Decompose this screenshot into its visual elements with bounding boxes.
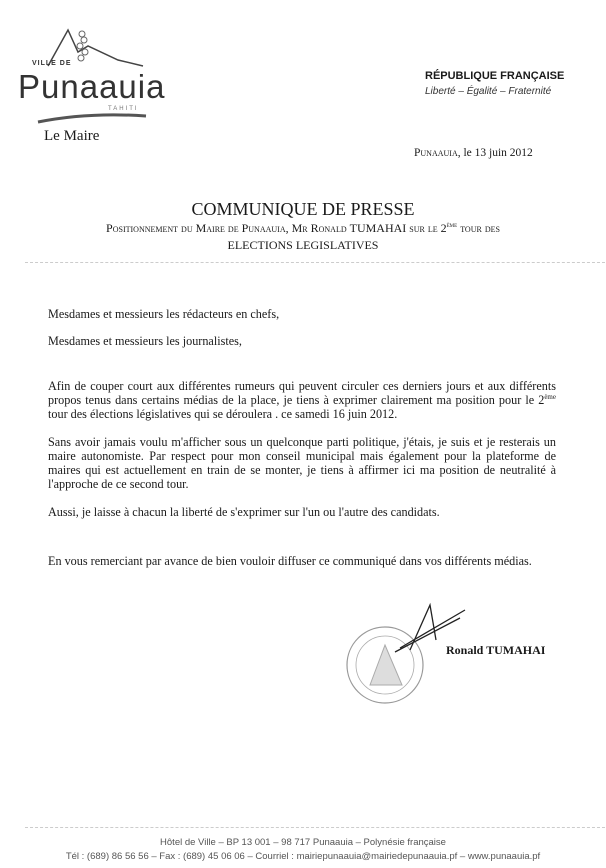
paragraph-3: Aussi, je laisse à chacun la liberté de s'exprimer sur l'un ou l'autre des candidats. xyxy=(48,505,440,519)
p1-sup: ème xyxy=(544,392,556,401)
subtitle xyxy=(40,220,566,254)
p1-text: tour des élections législatives qui se déroulera . ce samedi 16 juin 2012. xyxy=(48,407,398,421)
punaauia-logo xyxy=(18,26,168,126)
footer-address: Hôtel de Ville – BP 13 001 – 98 717 Punaauia – Polynésie française xyxy=(160,837,446,848)
logo-ville-de: VILLE DE xyxy=(32,60,72,67)
date-line xyxy=(414,147,533,160)
p1-text: Afin de couper court aux différentes rumeurs qui peuvent circuler ces derniers jours et aux différents propos tenus dans certains médias de la place, je tiens à exprimer clairement ma position pour le 2 xyxy=(48,379,556,407)
main-content xyxy=(0,199,606,720)
footer xyxy=(0,827,606,864)
footer-divider xyxy=(25,827,605,828)
subtitle-part: Positionnement du Maire de Punaauia, Mr Ronald xyxy=(106,221,350,235)
republic-label: RÉPUBLIQUE FRANÇAISE xyxy=(425,70,565,82)
logo-town: Punaauia xyxy=(18,68,166,105)
subtitle-name: TUMAHAI xyxy=(349,221,407,235)
office-label: Le Maire xyxy=(44,128,100,144)
subtitle-part: tour des xyxy=(457,221,500,235)
page-title: COMMUNIQUE DE PRESSE xyxy=(191,199,415,219)
salutation-2: Mesdames et messieurs les journalistes, xyxy=(48,334,242,348)
salutation-1: Mesdames et messieurs les rédacteurs en chefs, xyxy=(48,307,280,321)
footer-contact: Tél : (689) 86 56 56 – Fax : (689) 45 06 06 – Courriel : mairiepunaauia@mairiedepunaauia.pf – www.punaauia.pf xyxy=(65,851,541,862)
header-divider xyxy=(25,262,605,263)
closing: En vous remerciant par avance de bien vouloir diffuser ce communiqué dans vos différents médias. xyxy=(48,554,532,568)
subtitle-part: sur le 2 xyxy=(406,221,447,235)
motto: Liberté – Égalité – Fraternité xyxy=(425,86,552,97)
logo-region: TAHITI xyxy=(108,106,139,112)
subtitle-sup: ème xyxy=(446,221,458,229)
date-place: Punaauia xyxy=(414,147,458,159)
paragraph-1 xyxy=(48,379,556,421)
signatory-name: Ronald TUMAHAI xyxy=(446,643,546,657)
signature-block xyxy=(0,590,606,720)
paragraph-2: Sans avoir jamais voulu m'afficher sous un quelconque parti politique, j'étais, je suis et je resterais un maire autonomiste. Par respect pour mon conseil municipal mais également pour la plateforme de maires qui est actuellement en train de se monter, je tiens à affirmer ici ma position de neutralité à l'approche de ce second tour. xyxy=(48,435,556,491)
date: , le 13 juin 2012 xyxy=(457,147,533,159)
subtitle-line2: ELECTIONS LEGISLATIVES xyxy=(227,238,379,252)
